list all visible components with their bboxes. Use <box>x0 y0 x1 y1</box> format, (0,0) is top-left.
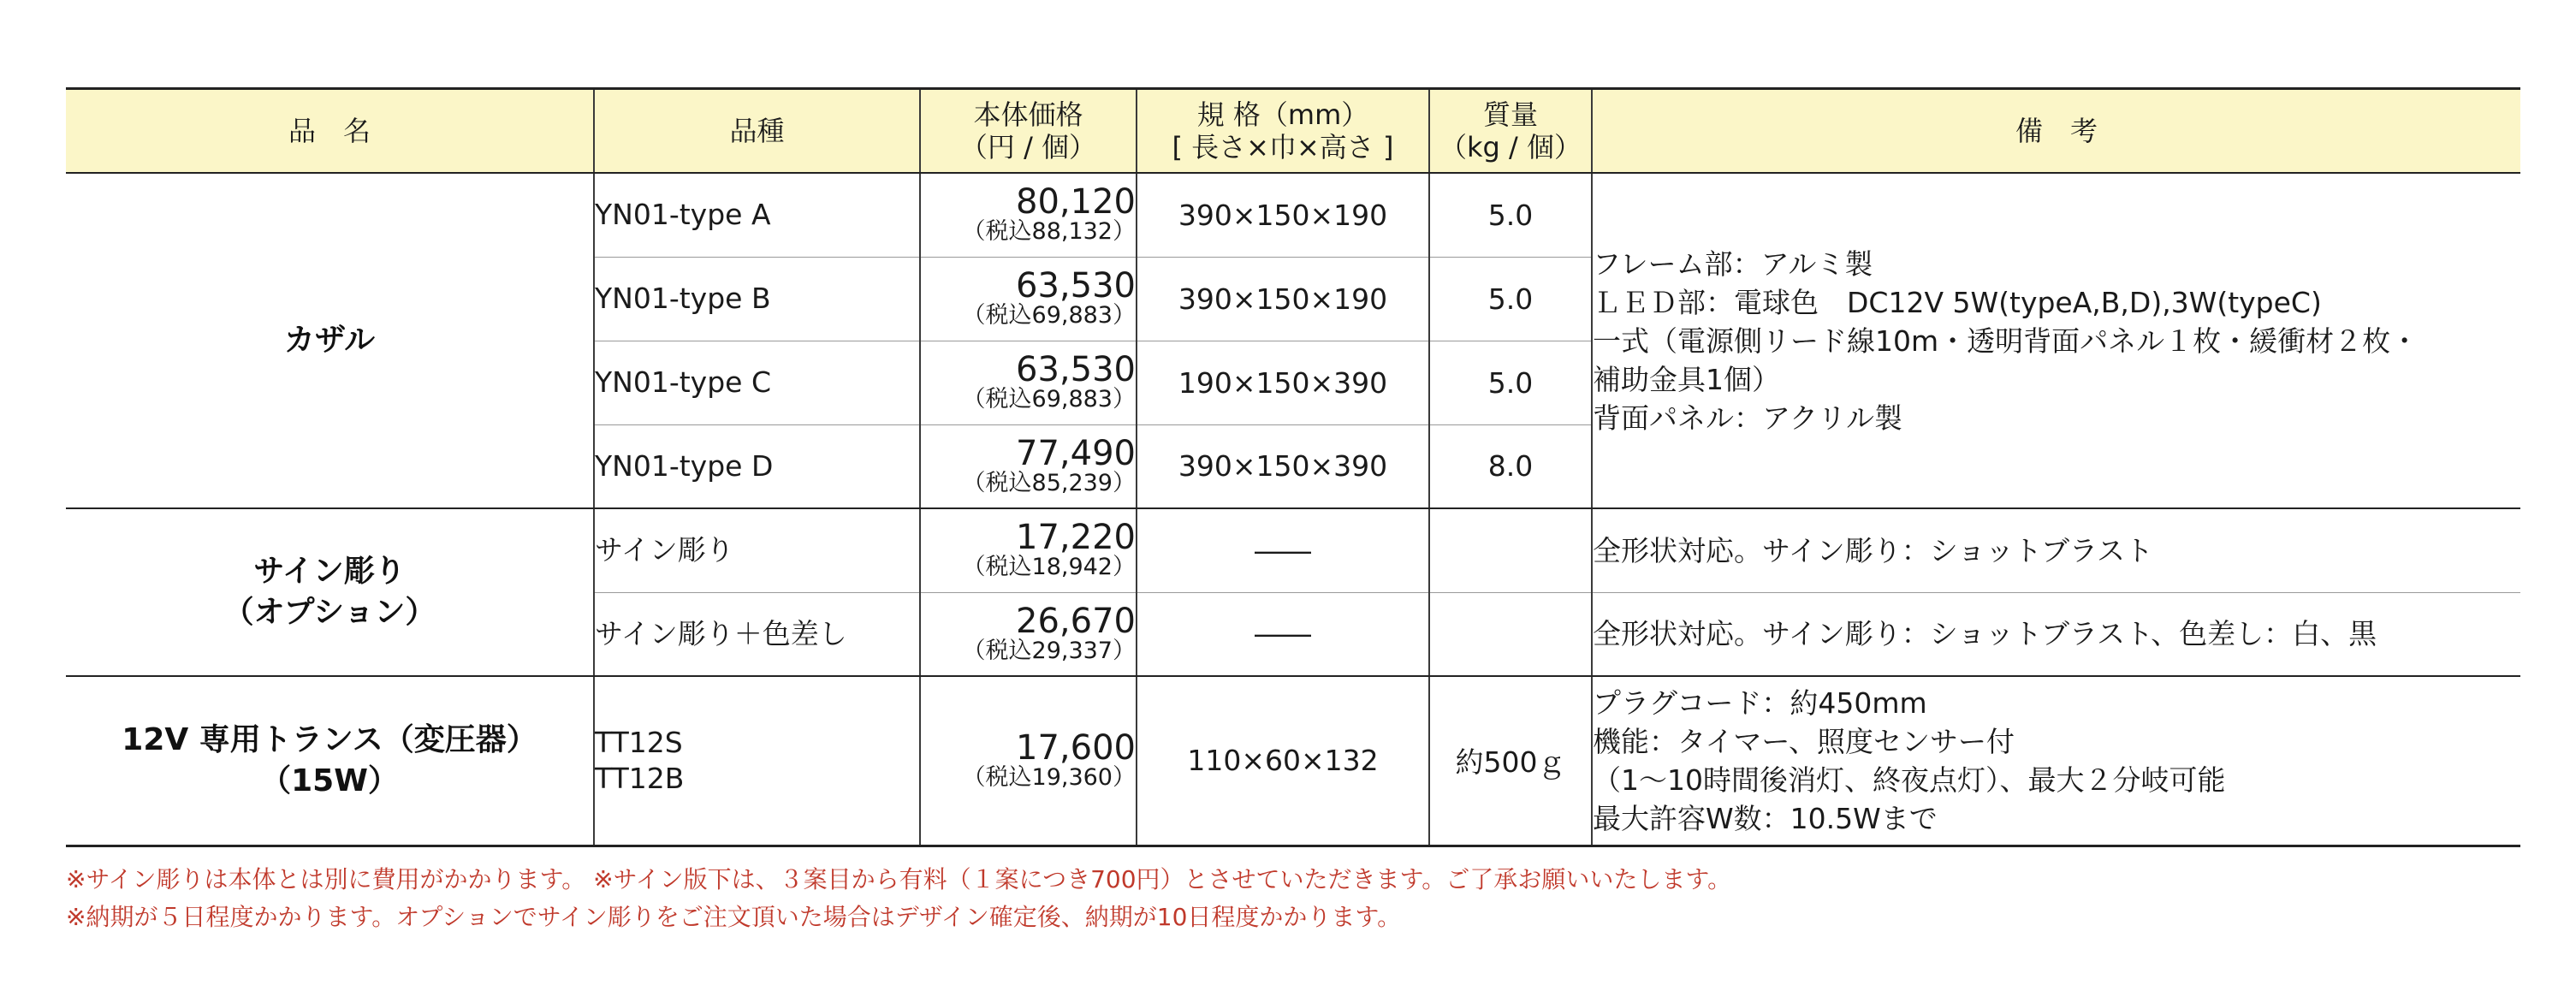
model-cell <box>594 592 920 676</box>
weight-value: 5.0 <box>1487 282 1534 316</box>
note-line: 背面パネル：アクリル製 <box>1593 401 1903 435</box>
note-line: 補助金具1個） <box>1593 362 1780 396</box>
price-tax-included: （税込69,883） <box>962 386 1136 412</box>
size-dash: ―― <box>1255 617 1311 651</box>
weight-value: 5.0 <box>1487 365 1534 400</box>
header-weight-line1: 質量 <box>1482 98 1538 131</box>
price-cell <box>920 424 1137 508</box>
size-cell <box>1137 424 1429 508</box>
weight-cell <box>1429 508 1592 592</box>
model-cell <box>594 341 920 424</box>
price-cell <box>920 592 1137 676</box>
model-cell <box>594 257 920 341</box>
size-value: 110×60×132 <box>1187 744 1379 778</box>
price-cell <box>920 341 1137 424</box>
price-tax-included: （税込29,337） <box>962 637 1136 664</box>
header-weight-line2: （kg / 個） <box>1439 131 1582 163</box>
note-line: 全形状対応。サイン彫り：ショットブラスト、色差し：白、黒 <box>1593 617 2377 651</box>
header-row <box>66 89 2520 174</box>
size-cell <box>1137 592 1429 676</box>
model-cell <box>594 173 920 257</box>
model-label: YN01-type A <box>595 198 771 232</box>
size-dash: ―― <box>1255 533 1311 567</box>
size-cell <box>1137 508 1429 592</box>
table-row <box>66 676 2520 846</box>
table-row <box>66 173 2520 257</box>
header-variety <box>594 89 920 174</box>
price-value: 17,220 <box>1016 518 1136 558</box>
model-label: サイン彫り <box>595 533 734 567</box>
product-name-line1: サイン彫り <box>253 554 406 589</box>
note-line: 機能：タイマー、照度センサー付 <box>1593 724 2015 758</box>
header-price <box>920 89 1137 174</box>
model-cell <box>594 508 920 592</box>
model-label: サイン彫り＋色差し <box>595 616 847 650</box>
product-name-line2: （15W） <box>260 763 399 798</box>
product-spec-table <box>66 87 2520 847</box>
model-label: YN01-type D <box>595 448 774 483</box>
product-name-transformer <box>66 676 594 846</box>
header-weight <box>1429 89 1592 174</box>
header-size-line2: [ 長さ×巾×高さ ] <box>1172 131 1394 163</box>
notes-cell <box>1592 508 2520 592</box>
model-label: YN01-type B <box>595 282 771 315</box>
product-name-line2: （オプション） <box>223 595 436 630</box>
footnotes <box>66 861 1731 936</box>
header-notes <box>1592 89 2520 174</box>
size-value: 390×150×390 <box>1178 449 1388 484</box>
header-name <box>66 89 594 174</box>
header-notes-label: 備 考 <box>2015 115 2098 147</box>
size-value: 390×150×190 <box>1178 282 1388 316</box>
weight-cell <box>1429 676 1592 846</box>
size-cell <box>1137 676 1429 846</box>
price-tax-included: （税込88,132） <box>962 218 1136 246</box>
size-value: 190×150×390 <box>1178 365 1388 400</box>
weight-cell <box>1429 592 1592 676</box>
note-line: （1～10時間後消灯、終夜点灯）、最大２分岐可能 <box>1593 763 2226 797</box>
price-value: 26,670 <box>1016 601 1136 641</box>
header-size <box>1137 89 1429 174</box>
weight-value: 8.0 <box>1487 449 1534 484</box>
weight-value: 5.0 <box>1487 198 1534 232</box>
header-price-line1: 本体価格 <box>973 98 1083 131</box>
model-label: YN01-type C <box>595 365 771 399</box>
model-cell <box>594 676 920 846</box>
product-name-sign-engraving <box>66 508 594 676</box>
product-name-line1: 12V 専用トランス（変圧器） <box>122 721 537 757</box>
weight-value: 約500ｇ <box>1455 745 1566 780</box>
product-name-label: カザル <box>283 323 376 358</box>
header-price-line2: （円 / 個） <box>959 131 1097 163</box>
size-cell <box>1137 341 1429 424</box>
price-tax-included: （税込19,360） <box>962 763 1136 791</box>
header-size-line1: 規 格（mm） <box>1196 98 1369 131</box>
size-cell <box>1137 173 1429 257</box>
header-variety-label: 品種 <box>729 115 785 147</box>
price-tax-included: （税込18,942） <box>962 554 1136 581</box>
size-cell <box>1137 257 1429 341</box>
model-label: TT12B <box>595 761 685 795</box>
price-cell <box>920 173 1137 257</box>
price-value: 63,530 <box>1016 266 1136 306</box>
note-line: 一式（電源側リード線10m・透明背面パネル１枚・緩衝材２枚・ <box>1593 323 2419 358</box>
weight-cell <box>1429 341 1592 424</box>
footnote-line: ※納期が５日程度かかります。オプションでサイン彫りをご注文頂いた場合はデザイン確定後、納期が10日程度かかります。 <box>66 903 1402 931</box>
price-cell <box>920 508 1137 592</box>
product-name-kazaru <box>66 173 594 508</box>
notes-cell-kazaru <box>1592 173 2520 508</box>
footnote-line: ※サイン彫りは本体とは別に費用がかかります。 ※サイン版下は、３案目から有料（１案につき700円）とさせていただきます。ご了承お願いいたします。 <box>66 865 1732 893</box>
header-name-label: 品 名 <box>288 115 371 147</box>
note-line: プラグコード：約450mm <box>1593 685 1927 720</box>
price-value: 63,530 <box>1016 350 1136 389</box>
notes-cell-transformer <box>1592 676 2520 846</box>
table-header <box>66 89 2520 174</box>
price-cell <box>920 257 1137 341</box>
note-line: ＬＥＤ部：電球色 DC12V 5W(typeA,B,D),3W(typeC) <box>1593 285 2322 319</box>
table-row <box>66 508 2520 592</box>
weight-cell <box>1429 173 1592 257</box>
weight-cell <box>1429 424 1592 508</box>
notes-cell <box>1592 592 2520 676</box>
model-cell <box>594 424 920 508</box>
table-body <box>66 173 2520 846</box>
price-value: 77,490 <box>1016 433 1136 473</box>
price-value: 17,600 <box>1016 727 1136 768</box>
size-value: 390×150×190 <box>1178 198 1388 232</box>
weight-cell <box>1429 257 1592 341</box>
price-value: 80,120 <box>1016 182 1136 223</box>
price-tax-included: （税込85,239） <box>962 469 1136 496</box>
note-line: 全形状対応。サイン彫り：ショットブラスト <box>1593 533 2154 567</box>
note-line: 最大許容W数：10.5Wまで <box>1593 801 1938 835</box>
model-label: TT12S <box>595 725 683 759</box>
note-line: フレーム部：アルミ製 <box>1593 246 1873 281</box>
price-cell <box>920 676 1137 846</box>
price-tax-included: （税込69,883） <box>962 302 1136 329</box>
